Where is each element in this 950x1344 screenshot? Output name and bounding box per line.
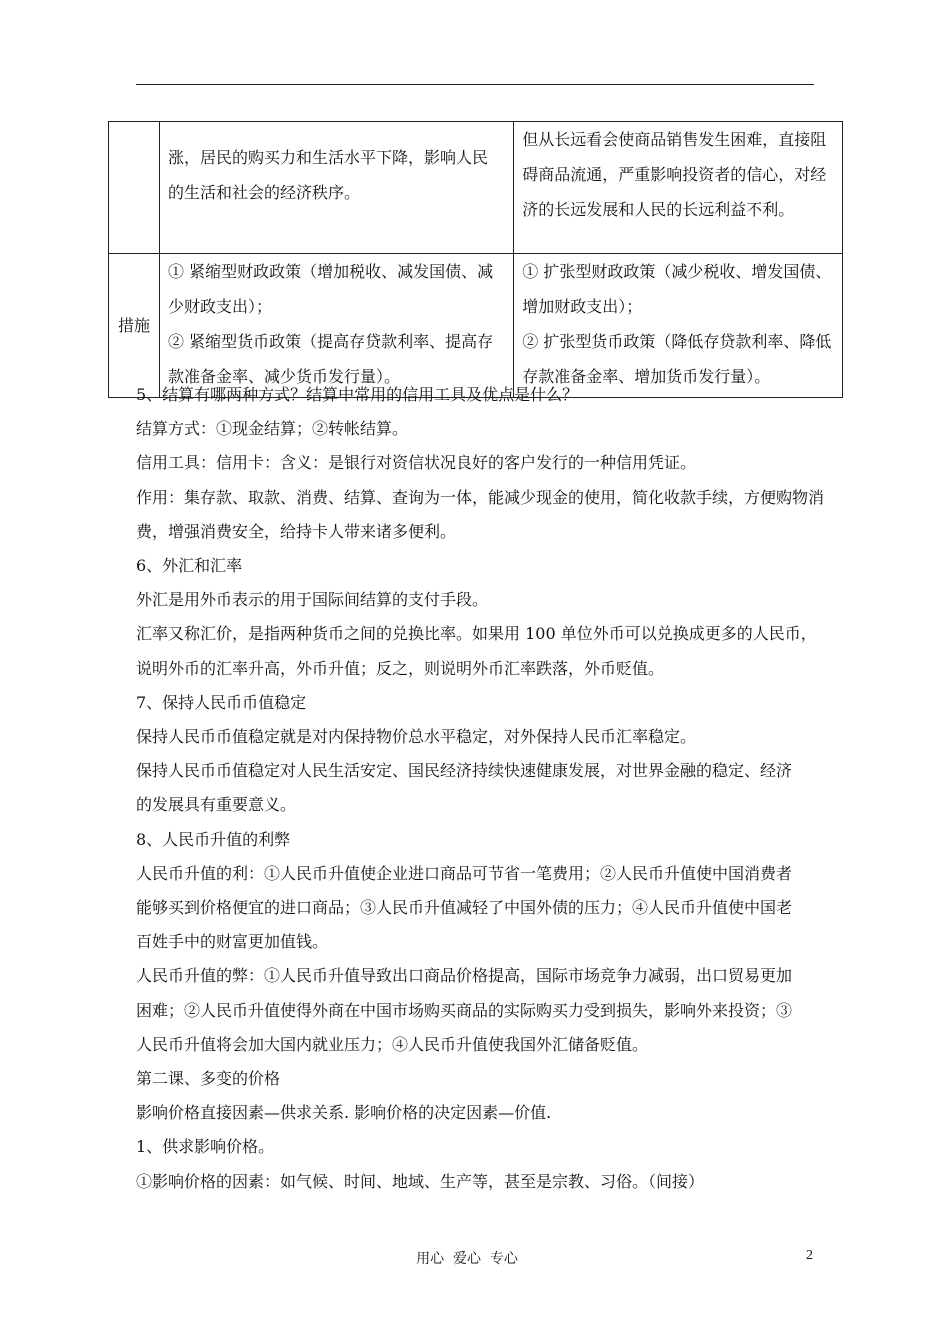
paragraph-line: 6、外汇和汇率: [136, 556, 243, 576]
header-rule: [136, 84, 814, 85]
paragraph-line: ①影响价格的因素：如气候、时间、地域、生产等，甚至是宗教、习俗。（间接）: [136, 1171, 705, 1191]
paragraph-line: 的发展具有重要意义。: [136, 795, 297, 815]
paragraph-line: 结算方式：①现金结算；②转帐结算。: [136, 419, 409, 439]
comparison-table: [108, 121, 843, 398]
cell-line: ① 扩张型财政政策（减少税收、增发国债、: [522, 262, 832, 281]
table-row: [109, 254, 843, 398]
cell-line: 存款准备金率、增加货币发行量）。: [522, 367, 771, 386]
cell-line: 涨，居民的购买力和生活水平下降，影响人民: [168, 148, 489, 167]
paragraph-line: 百姓手中的财富更加值钱。: [136, 932, 329, 952]
paragraph-line: 保持人民币币值稳定就是对内保持物价总水平稳定，对外保持人民币汇率稳定。: [136, 727, 697, 747]
paragraph-line: 费，增强消费安全，给持卡人带来诸多便利。: [136, 521, 457, 541]
paragraph-line: 5、结算有哪两种方式？结算中常用的信用工具及优点是什么？: [136, 385, 579, 404]
paragraph-line: 困难；②人民币升值使得外商在中国市场购买商品的实际购买力受到损失，影响外来投资；③: [136, 1000, 793, 1020]
cell-line: 少财政支出）；: [168, 297, 273, 316]
paragraph-line: 影响价格直接因素—供求关系. 影响价格的决定因素—价值.: [136, 1103, 552, 1123]
cell-line: ② 扩张型货币政策（降低存贷款利率、降低: [522, 332, 832, 351]
paragraph-line: 外汇是用外币表示的用于国际间结算的支付手段。: [136, 590, 489, 610]
table-row: [109, 122, 843, 254]
paragraph-line: 保持人民币币值稳定对人民生活安定、国民经济持续快速健康发展，对世界金融的稳定、经济: [136, 761, 793, 781]
paragraph-line: 汇率又称汇价，是指两种货币之间的兑换比率。如果用 100 单位外币可以兑换成更多的人民币，: [136, 624, 817, 644]
cell-line: 碍商品流通，严重影响投资者的信心，对经: [522, 165, 827, 184]
row-label: [109, 122, 160, 254]
cell-line: 增加财政支出）；: [522, 297, 643, 316]
cell-line: 济的长远发展和人民的长远利益不利。: [522, 200, 795, 219]
paragraph-line: 1、供求影响价格。: [136, 1137, 275, 1157]
footer-slogan: 用心 爱心 专心: [416, 1251, 518, 1267]
cell-line: ① 紧缩型财政政策（增加税收、减发国债、减: [168, 262, 494, 281]
paragraph-line: 能够买到价格便宜的进口商品；③人民币升值减轻了中国外债的压力；④人民币升值使中国老: [136, 898, 793, 918]
paragraph-line: 人民币升值的利：①人民币升值使企业进口商品可节省一笔费用；②人民币升值使中国消费者: [136, 863, 793, 883]
right-cell: [514, 122, 843, 254]
paragraph-line: 人民币升值的弊：①人民币升值导致出口商品价格提高，国际市场竞争力减弱，出口贸易更加: [136, 966, 793, 986]
cell-line: 的生活和社会的经济秩序。: [168, 183, 361, 202]
paragraph-line: 第二课、多变的价格: [136, 1069, 281, 1089]
left-cell: [160, 122, 514, 254]
paragraph-line: 作用：集存款、取款、消费、结算、查询为一体，能减少现金的使用，简化收款手续，方便购物消: [136, 487, 825, 507]
body-text: [136, 378, 826, 1199]
page-number: 2: [806, 1248, 813, 1263]
cell-line: 款准备金率、减少货币发行量）。: [168, 367, 401, 386]
paragraph-line: 说明外币的汇率升高，外币升值；反之，则说明外币汇率跌落，外币贬值。: [136, 658, 665, 678]
paragraph-line: 8、人民币升值的利弊: [136, 829, 291, 849]
row-label: 措施: [109, 254, 160, 398]
cell-line: 但从长远看会使商品销售发生困难，直接阻: [522, 130, 827, 149]
cell-line: ② 紧缩型货币政策（提高存贷款利率、提高存: [168, 332, 494, 351]
paragraph-line: 人民币升值将会加大国内就业压力；④人民币升值使我国外汇储备贬值。: [136, 1034, 649, 1054]
left-cell: [160, 254, 514, 398]
paragraph-line: 信用工具：信用卡：含义：是银行对资信状况良好的客户发行的一种信用凭证。: [136, 453, 697, 473]
paragraph-line: 7、保持人民币币值稳定: [136, 692, 307, 712]
right-cell: [514, 254, 843, 398]
